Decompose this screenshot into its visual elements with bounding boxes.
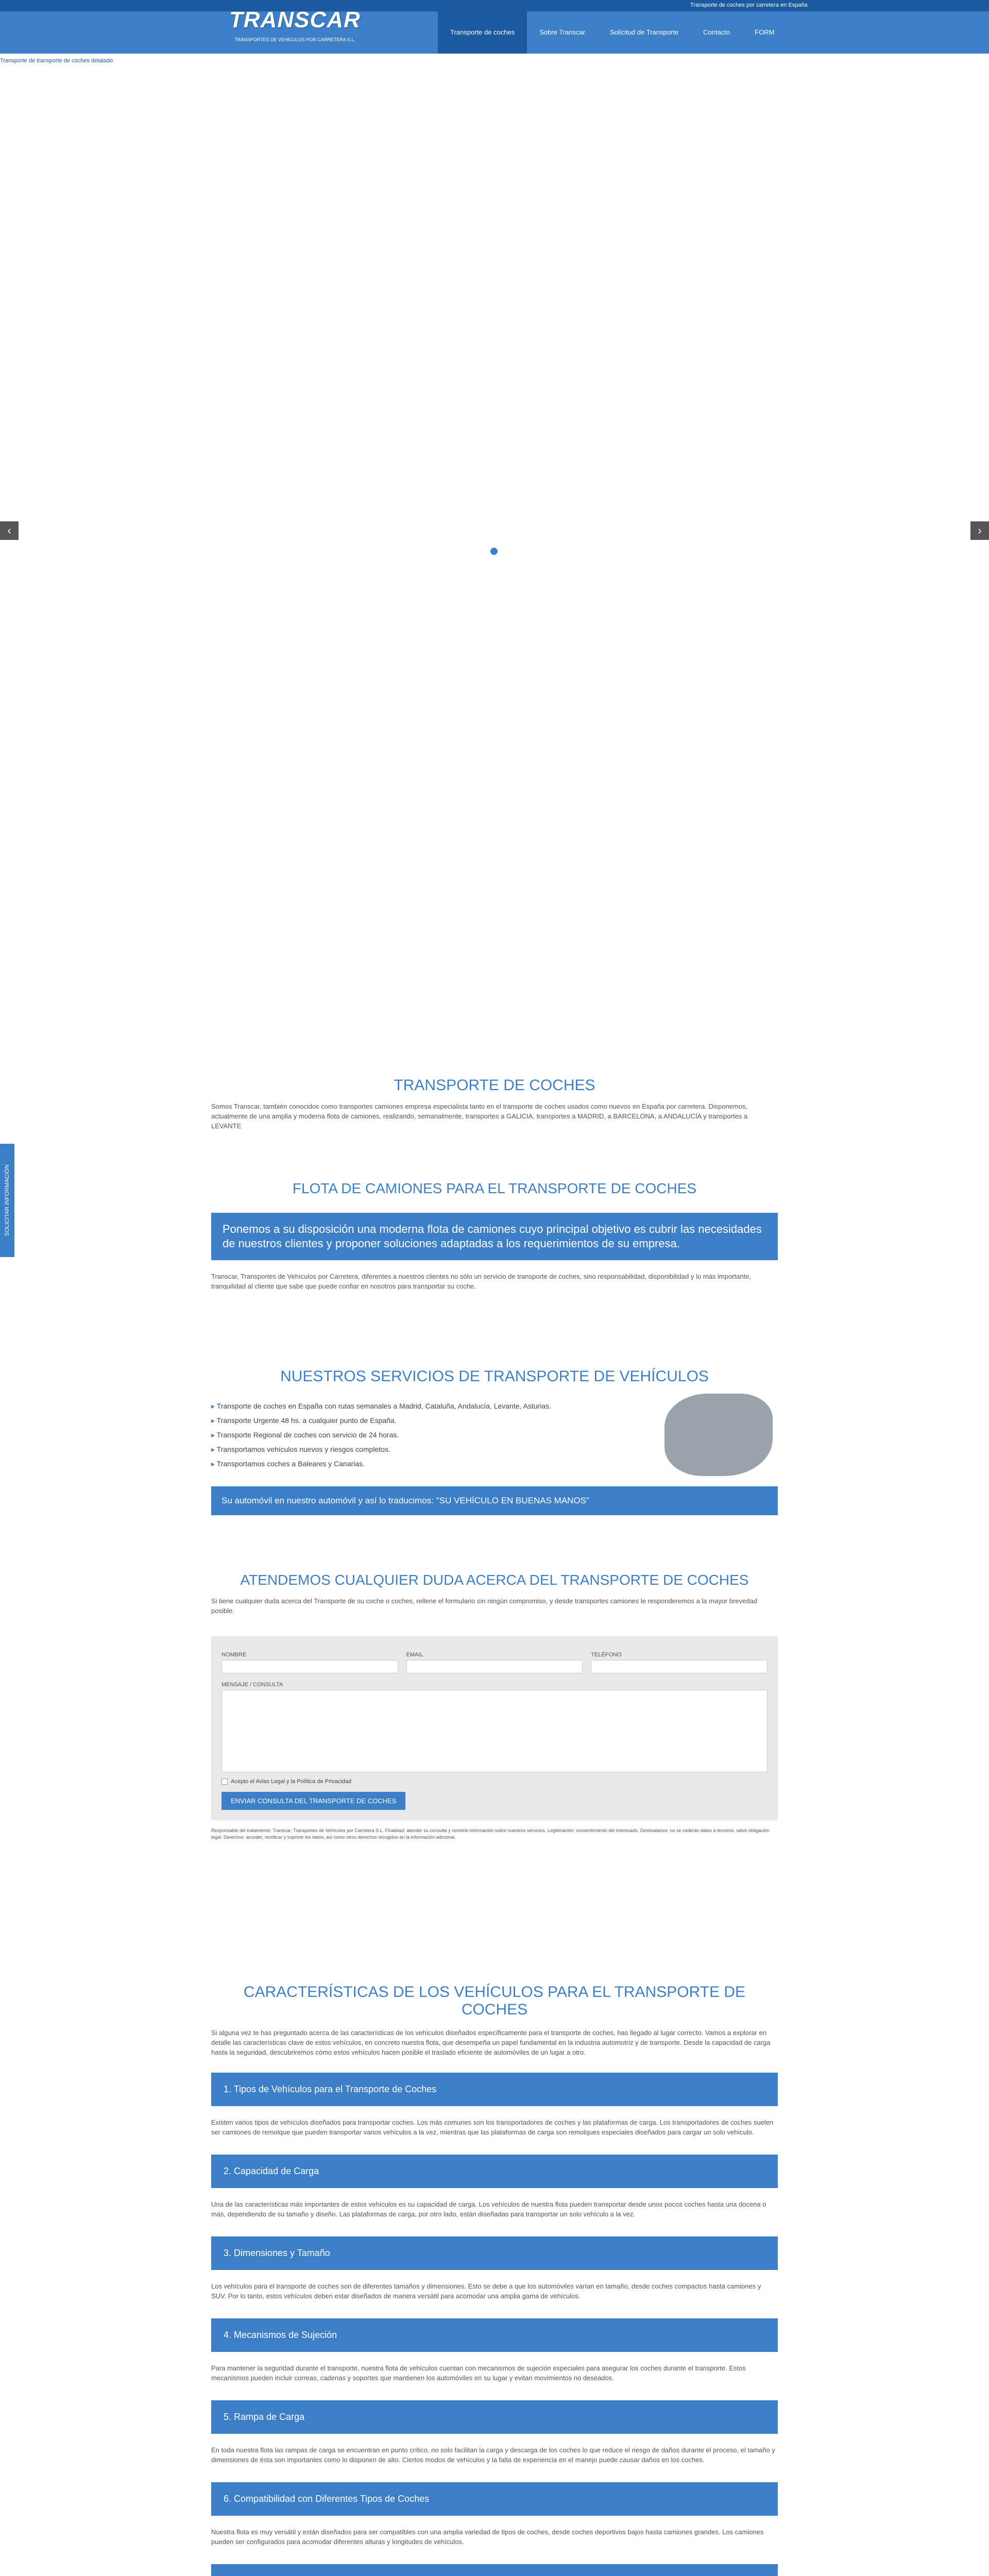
- legal-text: Responsable del tratamiento: Transcar, Transportes de Vehículos por Carretera S.L. Finalidad: atender su consulta y remitirle información sobre nuestros servicios. Legitimación: consentimiento del interesado. Destinatarios: no se cederán datos a terceros, salvo obligación legal. Derechos: acceder, rectificar y suprimir los datos, así como otros derechos recogidos en la información adicional.: [211, 1828, 770, 1840]
- section-flota: [211, 1180, 778, 1291]
- section-title: TRANSPORTE DE COCHES: [394, 1077, 595, 1094]
- feature-heading: 6. Compatibilidad con Diferentes Tipos de Coches: [211, 2482, 778, 2516]
- feature-heading: 3. Dimensiones y Tamaño: [211, 2236, 778, 2270]
- nav-transporte[interactable]: Transporte de coches: [438, 11, 527, 54]
- list-item: ▸ Transporte de coches en España con rutas semanales a Madrid, Cataluña, Andalucía, Levante, Asturias.: [211, 1399, 654, 1413]
- side-info-tab[interactable]: SOLICITAR INFORMACIÓN: [0, 1144, 14, 1257]
- section-text: Transcar, Transportes de Vehículos por Carretera, diferentes a nuestros clientes no sólo un servicio de transporte de coches, sino responsabilidad, disponibilidad y lo más importante, tranquilidad al cliente que sabe que puede confiar en nosotros para transportar su coche.: [211, 1273, 752, 1290]
- slider-next-icon[interactable]: ›: [970, 521, 989, 540]
- phone-input[interactable]: [591, 1660, 768, 1673]
- services-box: Su automóvil en nuestro automóvil y así lo traducimos: "SU VEHÍCULO EN BUENAS MANOS": [211, 1486, 778, 1515]
- main-nav: [438, 11, 787, 54]
- feature-item: [211, 2564, 778, 2576]
- flota-box: Ponemos a su disposición una moderna flota de camiones cuyo principal objetivo es cubrir las necesidades de nuestros clientes y proponer soluciones adaptadas a los requerimientos de su empresa.: [211, 1213, 778, 1260]
- feature-item: [211, 2318, 778, 2383]
- feature-item: [211, 2400, 778, 2465]
- slider-prev-icon[interactable]: ‹: [0, 521, 19, 540]
- accept-label[interactable]: Acepto el Aviso Legal y la Política de Privacidad: [231, 1778, 351, 1785]
- phone-label: TELÉFONO: [591, 1652, 622, 1658]
- slider-dot[interactable]: [490, 548, 498, 555]
- section-intro: Si alguna vez te has preguntado acerca de las características de los vehículos diseñados específicamente para el transporte de coches, has llegado al lugar correcto. Vamos a explorar en detalle las características clave de estos vehículos, en concreto nuestra flota, que desempeña un papel fundamental en la industria automotriz y de transporte. Desde la capacidad de carga hasta la seguridad, descubriremos cómo estos vehículos hacen posible el traslado eficiente de automóviles de un lugar a otro.: [211, 2029, 771, 2056]
- section-title: CARACTERÍSTICAS DE LOS VEHÍCULOS PARA EL TRANSPORTE DE COCHES: [243, 1984, 746, 2018]
- section-caracteristicas: [211, 1984, 778, 2576]
- list-item: ▸ Transporte Urgente 48 hs. a cualquier punto de España.: [211, 1413, 654, 1428]
- top-tagline: Transporte de coches por carretera en España: [690, 2, 808, 8]
- section-servicios: [211, 1368, 778, 1515]
- feature-heading: 2. Capacidad de Carga: [211, 2155, 778, 2188]
- feature-heading: 1. Tipos de Vehículos para el Transporte de Coches: [211, 2073, 778, 2106]
- feature-heading: 5. Rampa de Carga: [211, 2400, 778, 2434]
- section-title: FLOTA DE CAMIONES PARA EL TRANSPORTE DE COCHES: [292, 1180, 697, 1196]
- feature-heading: [211, 2564, 778, 2576]
- subtitle: Transporte de transporte de coches detalado: [0, 58, 113, 64]
- services-list: [211, 1399, 654, 1471]
- section-text: Somos Transcar, también conocidos como transportes camiones empresa especialista tanto en el transporte de coches usados como nuevos en España por carretera. Disponemos, actualmente de una amplia y moderna flota de camiones, realizando, semanalmente, transportes a GALICIA, transportes a MADRID, a BARCELONA, a ANDALUCÍA y transportes a LEVANTE: [211, 1103, 748, 1130]
- message-label: MENSAJE / CONSULTA: [221, 1682, 283, 1688]
- section-contacto: [211, 1571, 778, 1841]
- logo-sub: TRANSPORTES DE VEHÍCULOS POR CARRETERA S.L.: [234, 37, 355, 42]
- feature-text: En toda nuestra flota las rampas de carga se encuentran en punto crítico, no solo facilitan la carga y descarga de los coches lo que reduce el riesgo de daños durante el proceso, el tamaño y dimensiones de ésta son importantes como lo disponen de alto. Ciertos modos de vehículos y la falta de experiencia en el manejo puede causar daños en los coches.: [211, 2446, 775, 2464]
- nav-solicitud[interactable]: Solicitud de Transporte: [610, 28, 679, 36]
- email-input[interactable]: [406, 1660, 583, 1673]
- feature-text: Los vehículos para el transporte de coches son de diferentes tamaños y dimensiones. Esto se debe a que los automóviles varían en tamaño, desde coches compactos hasta camiones y SUV. Por lo tanto, estos vehículos deben estar diseñados de manera versátil para acomodar una amplia gama de vehículos.: [211, 2282, 761, 2300]
- feature-text: Una de las características más importantes de estos vehículos es su capacidad de carga. Los vehículos de nuestra flota pueden transportar desde unos pocos coches hasta una docena o más, dependiendo de su tamaño y diseño. Las plataformas de carga, por otro lado, están diseñadas para transportar un solo vehículo a la vez.: [211, 2200, 766, 2218]
- list-item: ▸ Transportamos vehículos nuevos y riesgos completos.: [211, 1442, 654, 1456]
- feature-heading: 4. Mecanismos de Sujeción: [211, 2318, 778, 2352]
- hero-slider: [0, 77, 989, 1041]
- section-transporte: [211, 1077, 778, 1131]
- feature-item: [211, 2073, 778, 2137]
- list-item: ▸ Transportamos coches a Baleares y Canarias.: [211, 1456, 654, 1471]
- accept-checkbox[interactable]: [221, 1778, 228, 1785]
- feature-text: Para mantener la seguridad durante el transporte, nuestra flota de vehículos cuentan con mecanismos de sujeción especiales para asegurar los coches durante el transporte. Estos mecanismos pueden incluir correas, cadenas y soportes que mantienen los automóviles en su lugar y evitan movimientos no deseados.: [211, 2364, 746, 2382]
- submit-button[interactable]: ENVIAR CONSULTA DEL TRANSPORTE DE COCHES: [221, 1792, 405, 1810]
- features-list: [211, 2073, 778, 2576]
- logo-brand: TRANSCAR: [229, 7, 361, 32]
- email-label: EMAIL: [406, 1652, 423, 1658]
- section-text: Si tiene cualquier duda acerca del Transporte de su coche o coches, rellene el formulario sin ningún compromiso, y desde transportes camiones le responderemos a la mayor brevedad posible.: [211, 1597, 758, 1615]
- section-title: NUESTROS SERVICIOS DE TRANSPORTE DE VEHÍCULOS: [280, 1368, 709, 1385]
- feature-item: [211, 2482, 778, 2547]
- name-label: NOMBRE: [221, 1652, 247, 1658]
- feature-text: Nuestra flota es muy versátil y están diseñados para ser compatibles con una amplia variedad de tipos de coches, desde coches deportivos bajos hasta camiones grandes. Los camiones pueden ser configurados para acomodar diferentes alturas y longitudes de vehículos.: [211, 2528, 764, 2546]
- feature-item: [211, 2155, 778, 2219]
- contact-form: [211, 1636, 778, 1820]
- section-title: ATENDEMOS CUALQUIER DUDA ACERCA DEL TRANSPORTE DE COCHES: [240, 1572, 749, 1588]
- logo[interactable]: [214, 0, 373, 77]
- list-item: ▸ Transporte Regional de coches con servicio de 24 horas.: [211, 1428, 654, 1442]
- top-bar: [0, 0, 989, 11]
- feature-text: Existen varios tipos de vehículos diseñados para transportar coches. Los más comunes son los transportadores de coches y las plataformas de carga. Los transportadores de coches suelen ser camiones de remolque que pueden transportar varios vehículos a la vez, mientras que las plataformas de carga son remolques especiales diseñados para cargar un solo vehículo.: [211, 2119, 774, 2136]
- spain-map-icon: [664, 1394, 773, 1476]
- nav-sobre[interactable]: Sobre Transcar: [539, 28, 586, 36]
- nav-contacto[interactable]: Contacto: [703, 28, 730, 36]
- name-input[interactable]: [221, 1660, 398, 1673]
- nav-form[interactable]: FORM: [755, 28, 775, 36]
- message-textarea[interactable]: [221, 1690, 768, 1772]
- feature-item: [211, 2236, 778, 2301]
- logo-swoosh: [214, 56, 373, 76]
